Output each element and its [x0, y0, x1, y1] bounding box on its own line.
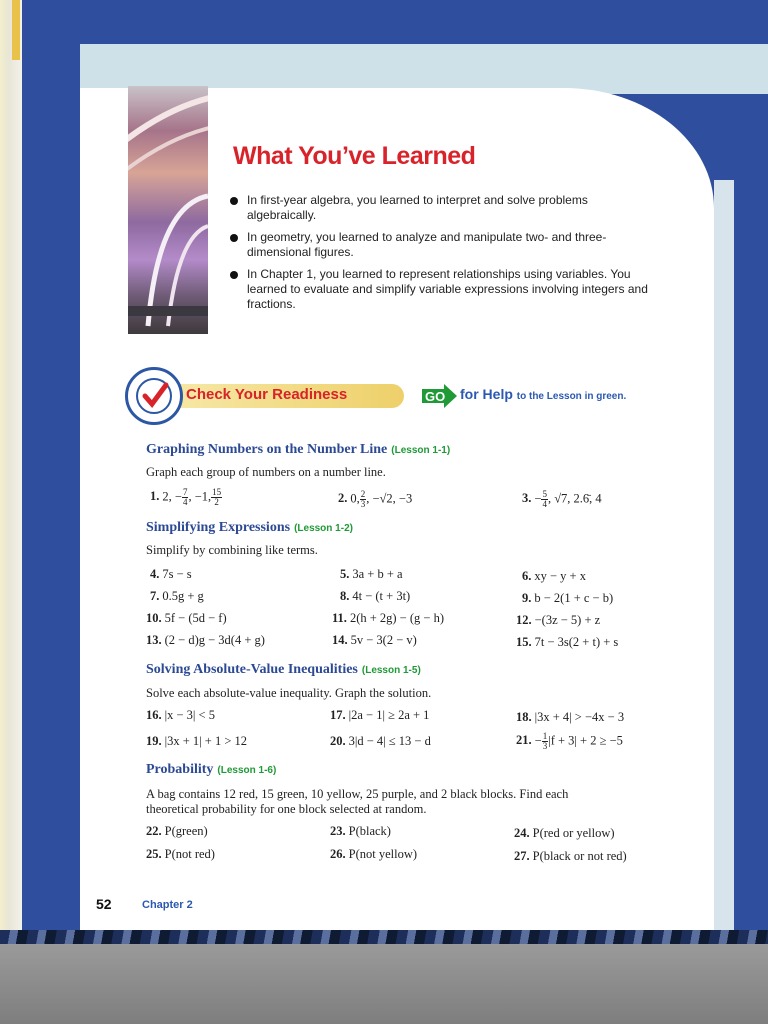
instruction: Solve each absolute-value inequality. Graph the solution.	[146, 686, 432, 700]
learned-list	[230, 193, 650, 319]
chapter-label: Chapter 2	[142, 899, 193, 911]
problem-21: 21. − $\frac{1}{3}$ |f + 3| + 2 ≥ −5	[516, 731, 623, 751]
learned-item: In first-year algebra, you learned to interpret and solve problems algebraically.	[230, 193, 650, 223]
section-title-probability	[146, 762, 276, 778]
lesson-ref: (Lesson 1-1)	[391, 445, 451, 456]
problem-18: 18. |3x + 4| > −4x − 3	[516, 710, 625, 724]
scan-background	[0, 944, 768, 1024]
problem-3: 3. − $\frac{5}{4}$ , √7, 2.6̄, 4	[522, 489, 602, 509]
lesson-ref: (Lesson 1-2)	[294, 523, 353, 534]
instruction: Graph each group of numbers on a number line.	[146, 465, 386, 479]
instant-check-badge-icon	[125, 367, 183, 425]
problem-2: 2. 0, $\frac{2}{3}$ , −√2, −3	[338, 489, 413, 509]
section-title-simplifying	[146, 520, 353, 536]
page-title: What You’ve Learned	[233, 142, 476, 170]
section-title-absolute-value	[146, 662, 421, 678]
learned-item: In geometry, you learned to analyze and manipulate two- and three-dimensional figures.	[230, 230, 650, 260]
problem-4: 4. 7s − s	[150, 567, 192, 581]
problem-7: 7. 0.5g + g	[150, 589, 204, 603]
problem-15: 15. 7t − 3s(2 + t) + s	[516, 635, 619, 649]
problem-25: 25. P(not red)	[146, 847, 215, 861]
go-arrow-icon	[420, 383, 458, 409]
go-help-note: to the Lesson in green.	[516, 391, 627, 402]
problem-26: 26. P(not yellow)	[330, 847, 418, 861]
problem-23: 23. P(black)	[330, 824, 391, 838]
problem-14: 14. 5v − 3(2 − v)	[332, 633, 417, 647]
problem-6: 6. xy − y + x	[522, 569, 586, 583]
instruction: A bag contains 12 red, 15 green, 10 yellow, 25 purple, and 2 black blocks. Find each	[146, 787, 569, 801]
problem-9: 9. b − 2(1 + c − b)	[522, 591, 614, 605]
problem-12: 12. −(3z − 5) + z	[516, 613, 601, 627]
adjacent-page-edge	[0, 0, 22, 935]
problem-17: 17. |2a − 1| ≥ 2a + 1	[330, 708, 430, 722]
problem-19: 19. |3x + 1| + 1 > 12	[146, 734, 248, 748]
page-number: 52	[96, 896, 112, 912]
page-right-band	[714, 180, 734, 930]
lesson-ref: (Lesson 1-6)	[217, 765, 277, 776]
problem-8: 8. 4t − (t + 3t)	[340, 589, 411, 603]
readiness-label: Check Your Readiness	[186, 386, 348, 403]
learned-item: In Chapter 1, you learned to represent relationships using variables. You learned to evaluate and simplify variable expressions involving integers and fractions.	[230, 267, 650, 312]
problem-11: 11. 2(h + 2g) − (g − h)	[332, 611, 444, 625]
problem-24: 24. P(red or yellow)	[514, 826, 615, 840]
section-title: Probability	[146, 762, 214, 777]
instruction: theoretical probability for one block selected at random.	[146, 802, 427, 816]
problem-5: 5. 3a + b + a	[340, 567, 403, 581]
go-help-text	[460, 386, 626, 402]
bridge-photo	[128, 86, 208, 334]
problem-16: 16. |x − 3| < 5	[146, 708, 215, 722]
section-title: Solving Absolute-Value Inequalities	[146, 662, 358, 677]
instruction: Simplify by combining like terms.	[146, 543, 318, 557]
book-bottom-edge	[0, 930, 768, 944]
problem-22: 22. P(green)	[146, 824, 208, 838]
section-title-graphing	[146, 442, 450, 458]
go-help-main: for Help	[460, 386, 513, 402]
problem-20: 20. 3|d − 4| ≤ 13 − d	[330, 734, 431, 748]
lesson-ref: (Lesson 1-5)	[361, 665, 421, 676]
problem-10: 10. 5f − (5d − f)	[146, 611, 227, 625]
problem-27: 27. P(black or not red)	[514, 849, 627, 863]
problem-13: 13. (2 − d)g − 3d(4 + g)	[146, 633, 265, 647]
section-title: Graphing Numbers on the Number Line	[146, 442, 388, 457]
problem-1: 1. 2, − $\frac{7}{4}$ , −1, $\frac{15}{2}$	[150, 487, 222, 507]
section-title: Simplifying Expressions	[146, 520, 291, 535]
go-label: GO	[425, 389, 446, 404]
